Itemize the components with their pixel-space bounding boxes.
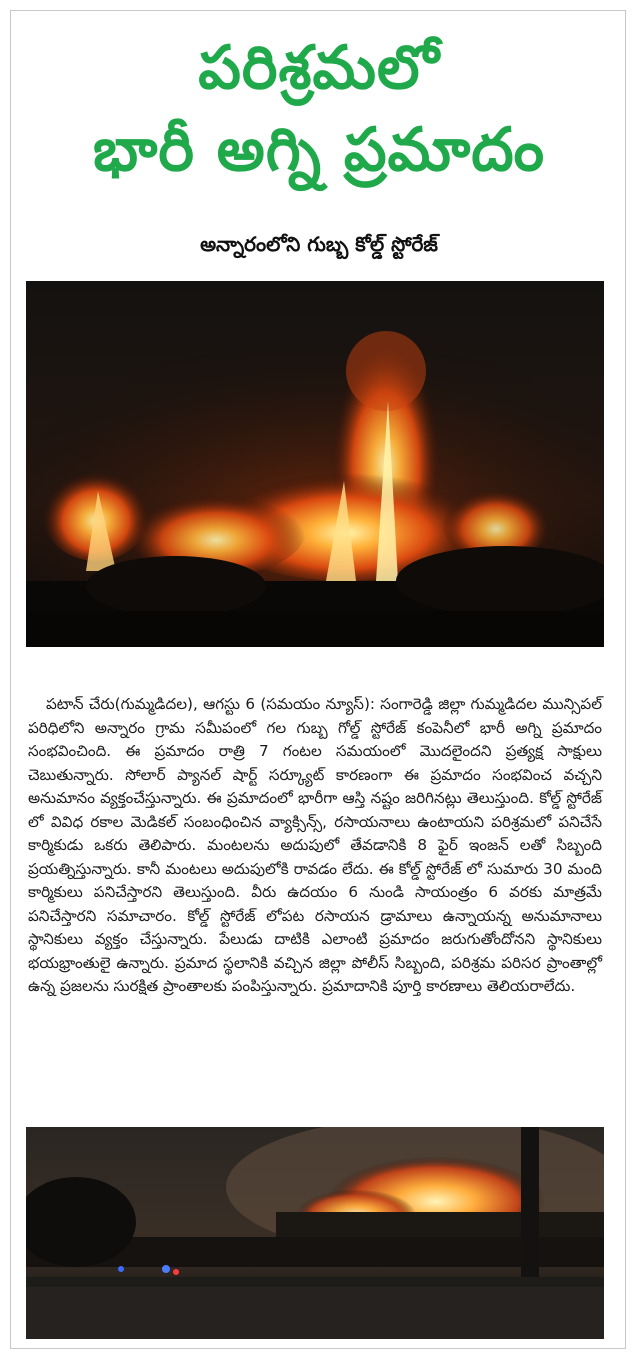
fire-photo-main [26,281,604,647]
headline-line-2: భారీ అగ్ని ప్రమాదం [93,115,545,185]
subheadline: అన్నారంలోని గుబ్బ కోల్డ్ స్టోరేజ్ [200,232,438,256]
fire-photo-main-image [26,281,604,647]
fire-photo-secondary-image [26,1127,604,1339]
article-body: పటాన్ చేరు(గుమ్మడిదల), ఆగస్టు 6 (సమయం న్యూస్): సంగారెడ్డి జిల్లా గుమ్మడిదల మున్సిపల్ పరిధిలోని అన్నారం గ్రామ సమీపంలో గల గుబ్బ గోల్డ్ స్టోరేజ్ కంపెనీలో భారీ అగ్ని ప్రమాదం సంభవించింది. ఈ ప్రమాదం రాత్రి 7 గంటల సమయంలో మొదలైందని ప్రత్యక్ష సాక్షులు చెబుతున్నారు. సోలార్ ప్యానల్ షార్ట్ సర్క్యూట్ కారణంగా ఈ ప్రమాదం సంభవించ వచ్చని అనుమానం వ్యక్తంచేస్తున్నారు. ఈ ప్రమాదంలో భారీగా ఆస్తి నష్టం జరిగినట్లు తెలుస్తుంది. కోల్డ్ స్టోరేజ్ లో వివిధ రకాల మెడికల్ సంబంధించిన వ్యాక్సిన్స్, రసాయనాలు ఉంటాయని పరిశ్రమలో పనిచేసే కార్మికుడు ఒకరు తెలిపారు. మంటలను అదుపులో తేవడానికి 8 ఫైర్ ఇంజన్ లతో సిబ్బంది ప్రయత్నిస్తున్నారు. కానీ మంటలు అదుపులోకి రావడం లేదు. ఈ కోల్డ్ స్టోరేజ్ లో సుమారు 30 మంది కార్మికులు పనిచేస్తారని తెలుస్తుంది. వీరు ఉదయం 6 నుండి సాయంత్రం 6 వరకు మాత్రమే పనిచేస్తారని సమాచారం. కోల్డ్ స్టోరేజ్ లోపట రసాయన డ్రామాలు ఉన్నాయన్న అనుమానాలు స్థానికులు వ్యక్తం చేస్తున్నారు. పేలుడు దాటికి ఎలాంటి ప్రమాదం జరుగుతోందోనని స్థానికులు భయభ్రాంతులై ఉన్నారు. ప్రమాద స్థలానికి వచ్చిన జిల్లా పోలీస్ సిబ్బంది, పరిశ్రమ పరిసర ప్రాంతాల్లో ఉన్న ప్రజలను సురక్షిత ప్రాంతాలకు పంపిస్తున్నారు. ప్రమాదానికి పూర్తి కారణాలు తెలియరాలేదు. [28,695,602,996]
fire-photo-secondary [26,1127,604,1339]
headline-line-1: పరిశ్రమలో [198,33,440,103]
